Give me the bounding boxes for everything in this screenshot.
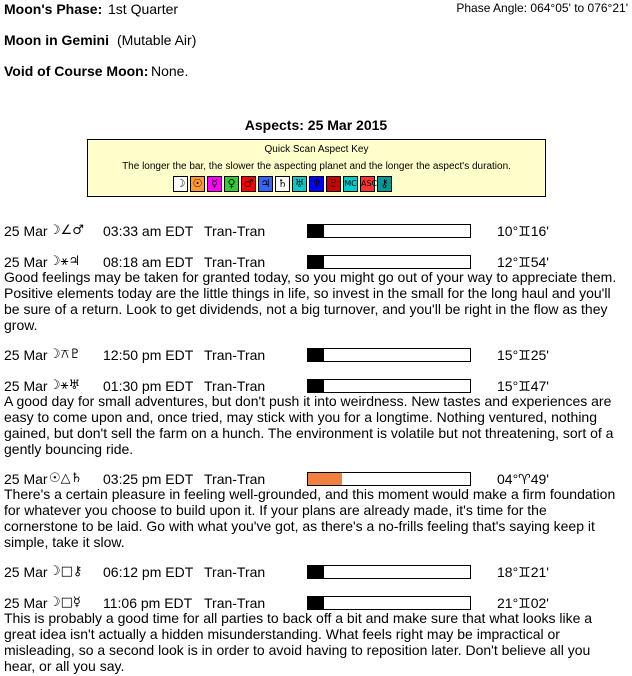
aspect-duration-fill [308,597,324,609]
aspect-date: 25 Mar [4,378,48,394]
aspect-duration-bar [307,348,471,362]
key-symbol-saturn-icon: ♄ [275,176,290,192]
aspect-glyphs: ☽⚹♅ [49,378,81,393]
aspect-date: 25 Mar [4,223,48,239]
aspect-duration-bar [307,379,471,393]
aspect-type: Tran-Tran [204,347,266,363]
key-symbol-mc-icon: MC [343,176,358,192]
aspect-time: 08:18 am EDT [103,254,194,270]
aspect-key-title: Quick Scan Aspect Key [264,144,369,155]
aspect-duration-fill [308,473,342,485]
aspect-duration-bar [307,565,471,579]
aspect-description: This is probably a good time for all parties to back off a bit and make sure that what looks like a great idea isn't actually a hidden misunderstanding. What feels right may be impractical or misleading, so a second look is in order to avoid having to reposition later. Don't believe all you hear, or all you say. [4,610,593,674]
aspect-glyphs: ☽□☿ [49,595,81,610]
aspect-position: 18°♊21' [497,564,549,580]
aspect-row [0,221,632,241]
aspect-description: Good feelings may be taken for granted today, so you might go out of your way to appreciate them. Positive elements today are the little things in life, so invest in the small for the long haul and you'll be sure of a return. Look to get dividends, not a big turnover, and you'll be right in the flow as they grow. [4,269,617,333]
aspect-type: Tran-Tran [204,595,266,611]
aspect-duration-bar [307,255,471,269]
key-symbol-chiron-icon: ⚷ [377,176,392,192]
aspect-duration-fill [308,349,324,361]
aspect-position: 12°♊54' [497,254,549,270]
aspect-duration-fill [308,225,324,237]
key-symbol-moon-icon: ☽ [173,176,188,192]
aspect-type: Tran-Tran [204,378,266,394]
phase-angle: Phase Angle: 064°05' to 076°21' [456,1,628,15]
aspect-glyphs: ☉△♄ [49,471,83,486]
aspect-key-box [87,139,546,197]
aspect-position: 15°♊47' [497,378,549,394]
aspect-row [0,345,632,365]
aspects-title: Aspects: 25 Mar 2015 [244,117,388,133]
key-symbol-asc-icon: ASC [360,176,375,192]
aspect-time: 03:25 pm EDT [103,471,194,487]
aspect-duration-fill [308,256,324,268]
void-of-course-value: None. [151,63,189,79]
aspect-duration-fill [308,566,324,578]
aspect-glyphs: ☽∠♂ [49,223,84,238]
aspect-duration-bar [307,472,471,486]
aspect-time: 03:33 am EDT [103,223,194,239]
aspect-row [0,562,632,582]
aspect-time: 06:12 pm EDT [103,564,194,580]
aspect-type: Tran-Tran [204,254,266,270]
aspect-time: 11:06 pm EDT [103,595,193,611]
aspect-glyphs: ☽⚹♃ [49,254,81,269]
aspect-position: 21°♊02' [497,595,549,611]
aspect-date: 25 Mar [4,347,48,363]
aspect-date: 25 Mar [4,254,48,270]
key-symbol-uranus-icon: ♅ [292,176,307,192]
aspect-time: 12:50 pm EDT [103,347,194,363]
key-symbol-sun-icon: ☉ [190,176,205,192]
aspect-type: Tran-Tran [204,223,266,239]
aspect-date: 25 Mar [4,595,48,611]
aspect-duration-bar [307,596,471,610]
aspect-date: 25 Mar [4,564,48,580]
aspect-date: 25 Mar [4,471,48,487]
aspect-type: Tran-Tran [204,471,266,487]
key-symbol-pluto-icon: ♇ [326,176,341,192]
moon-phase-value: 1st Quarter [108,1,179,17]
moon-phase-label: Moon's Phase: [4,1,103,17]
aspect-time: 01:30 pm EDT [103,378,194,394]
aspect-description: There's a certain pleasure in feeling well-grounded, and this moment would make a firm foundation for whatever you choose to build upon it. If your plans are already made, it's time for the cornerstone to be laid. Go with what you've got, as there's a no-frills feeling that's saying keep it simple, take it slow. [4,486,616,550]
aspect-position: 15°♊25' [497,347,549,363]
moon-sign-label: Moon in Gemini [4,32,109,48]
key-symbol-venus-icon: ♀ [224,176,239,192]
aspect-position: 10°♊16' [497,223,549,239]
aspect-position: 04°♈49' [497,471,549,487]
aspect-key-description: The longer the bar, the slower the aspecting planet and the longer the aspect's duration. [122,161,511,172]
key-symbol-mercury-icon: ☿ [207,176,222,192]
aspect-glyphs: ☽⚻♇ [49,347,81,362]
key-symbol-mars-icon: ♂ [241,176,256,192]
aspect-duration-fill [308,380,324,392]
key-symbol-neptune-icon: ♆ [309,176,324,192]
moon-sign-value: (Mutable Air) [117,32,197,48]
aspect-duration-bar [307,224,471,238]
aspect-type: Tran-Tran [204,564,266,580]
aspect-glyphs: ☽□⚷ [49,564,83,579]
void-of-course-label: Void of Course Moon: [4,63,149,79]
aspect-description: A good day for small adventures, but don't push it into weirdness. New tastes and experiences are easy to come upon and, once tried, may stick with you for a longtime. Nothing ventured, nothing gained, but don't sell the farm on a hunch. The environment is volatile but not threatening, sort of a gently bouncing ride. [4,393,614,457]
key-symbol-jupiter-icon: ♃ [258,176,273,192]
